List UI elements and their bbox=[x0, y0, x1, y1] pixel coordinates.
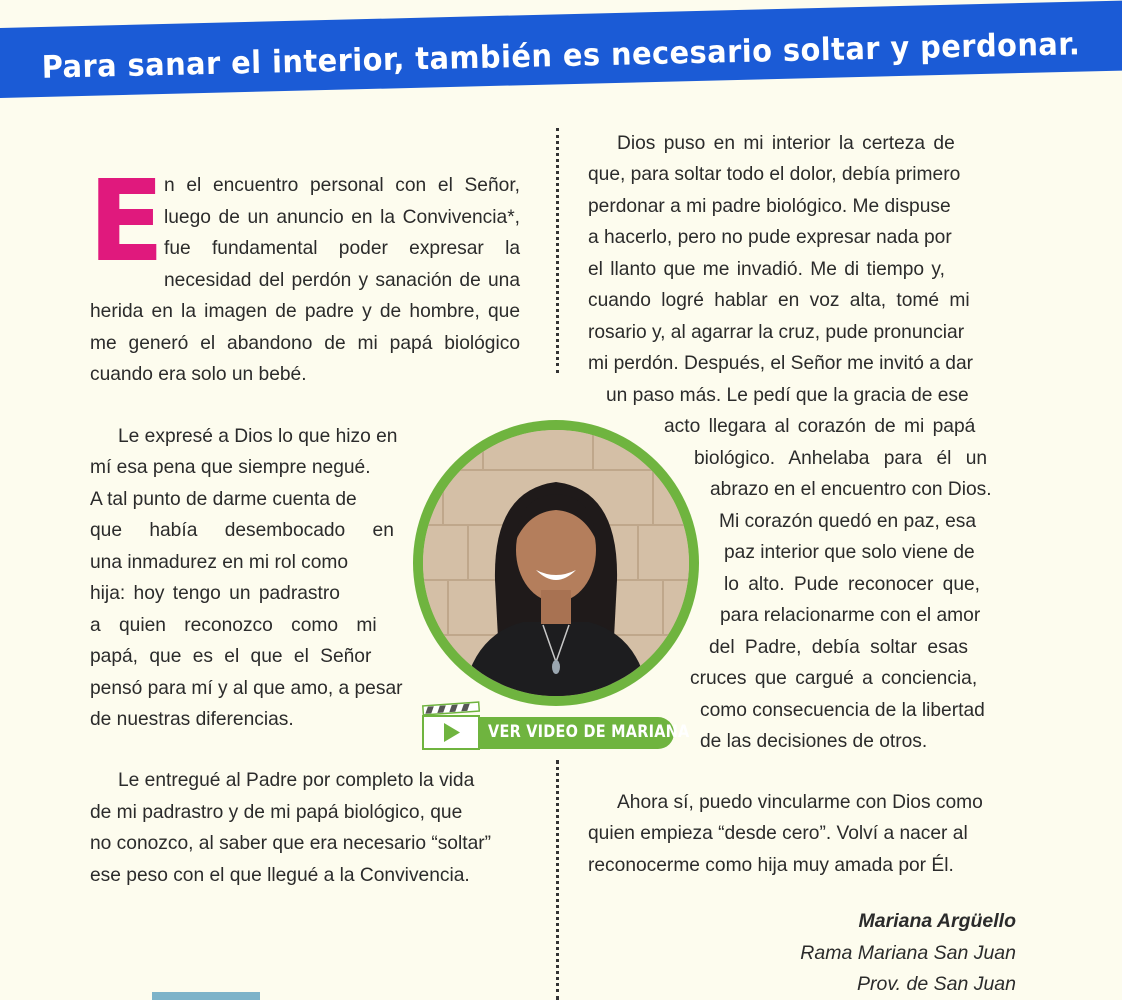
text-line: de nuestras diferencias. bbox=[90, 709, 294, 730]
text-line: reconocerme como hija muy amada por Él. bbox=[588, 855, 954, 876]
column-divider-top bbox=[556, 128, 559, 373]
text-line: Le expresé a Dios lo que hizo en bbox=[118, 426, 398, 447]
text-line: quien empieza “desde cero”. Volví a nacer al bbox=[588, 823, 968, 844]
author-province: Prov. de San Juan bbox=[857, 973, 1016, 995]
intro-text: n el encuentro personal con el Señor, luego de un anuncio en la Convivencia*, fue fundamental poder expresar la necesidad del perdón y sanación de una herida en la imagen de padre y de hombre, que me generó el abandono de mi papá biológico cuando era solo un bebé. bbox=[90, 175, 520, 385]
text-line: mí esa pena que siempre negué. bbox=[90, 457, 371, 478]
text-line: que, para soltar todo el dolor, debía primero bbox=[588, 164, 961, 185]
author-photo bbox=[423, 430, 689, 696]
text-line: a hacerlo, pero no pude expresar nada por bbox=[588, 227, 952, 248]
text-line: un paso más. Le pedí que la gracia de ese bbox=[606, 385, 969, 406]
watch-video-label[interactable]: VER VIDEO DE MARIANA bbox=[488, 722, 690, 742]
text-line: perdonar a mi padre biológico. Me dispuse bbox=[588, 196, 951, 217]
text-line: de mi padrastro y de mi papá biológico, que bbox=[90, 802, 463, 823]
text-line: cruces que cargué a conciencia, bbox=[690, 668, 978, 689]
text-line: paz interior que solo viene de bbox=[724, 542, 975, 563]
text-line: cuando logré hablar en voz alta, tomé mi bbox=[588, 290, 970, 311]
clapperboard-icon bbox=[422, 700, 480, 750]
text-line: ese peso con el que llegué a la Convivencia. bbox=[90, 865, 470, 886]
text-line: una inmadurez en mi rol como bbox=[90, 552, 349, 573]
text-line: para relacionarme con el amor bbox=[720, 605, 981, 626]
text-line: papá, que es el que el Señor bbox=[90, 646, 372, 667]
text-line: no conozco, al saber que era necesario “soltar” bbox=[90, 833, 492, 854]
page-title: Para sanar el interior, también es necesario soltar y perdonar. bbox=[41, 26, 1081, 86]
text-line: Dios puso en mi interior la certeza de bbox=[617, 133, 955, 154]
text-line: Ahora sí, puedo vincularme con Dios como bbox=[617, 792, 983, 813]
text-line: mi perdón. Después, el Señor me invitó a dar bbox=[588, 353, 974, 374]
text-line: el llanto que me invadió. Me di tiempo y, bbox=[588, 259, 945, 280]
text-line: Le entregué al Padre por completo la vida bbox=[118, 770, 475, 791]
intro-paragraph bbox=[88, 157, 520, 391]
text-line: de las decisiones de otros. bbox=[700, 731, 928, 752]
text-line: A tal punto de darme cuenta de bbox=[90, 489, 357, 510]
text-line: hija: hoy tengo un padrastro bbox=[90, 583, 340, 604]
text-line: como consecuencia de la libertad bbox=[700, 700, 985, 721]
text-line: abrazo en el encuentro con Dios. bbox=[710, 479, 992, 500]
author-name: Mariana Argüello bbox=[858, 910, 1016, 932]
author-group: Rama Mariana San Juan bbox=[800, 942, 1016, 964]
column-divider-bottom bbox=[556, 760, 559, 1000]
decorative-image-fragment bbox=[152, 992, 260, 1000]
text-line: del Padre, debía soltar esas bbox=[709, 637, 968, 658]
text-line: biológico. Anhelaba para él un bbox=[694, 448, 988, 469]
text-line: lo alto. Pude reconocer que, bbox=[724, 574, 981, 595]
text-line: rosario y, al agarrar la cruz, pude pronunciar bbox=[588, 322, 965, 343]
text-line: Mi corazón quedó en paz, esa bbox=[719, 511, 977, 532]
text-line: acto llegara al corazón de mi papá bbox=[664, 416, 976, 437]
drop-cap: E bbox=[88, 157, 165, 287]
text-line: a quien reconozco como mi bbox=[90, 615, 377, 636]
text-line: pensó para mí y al que amo, a pesar bbox=[90, 678, 403, 699]
text-line: que había desembocado en bbox=[90, 520, 394, 541]
